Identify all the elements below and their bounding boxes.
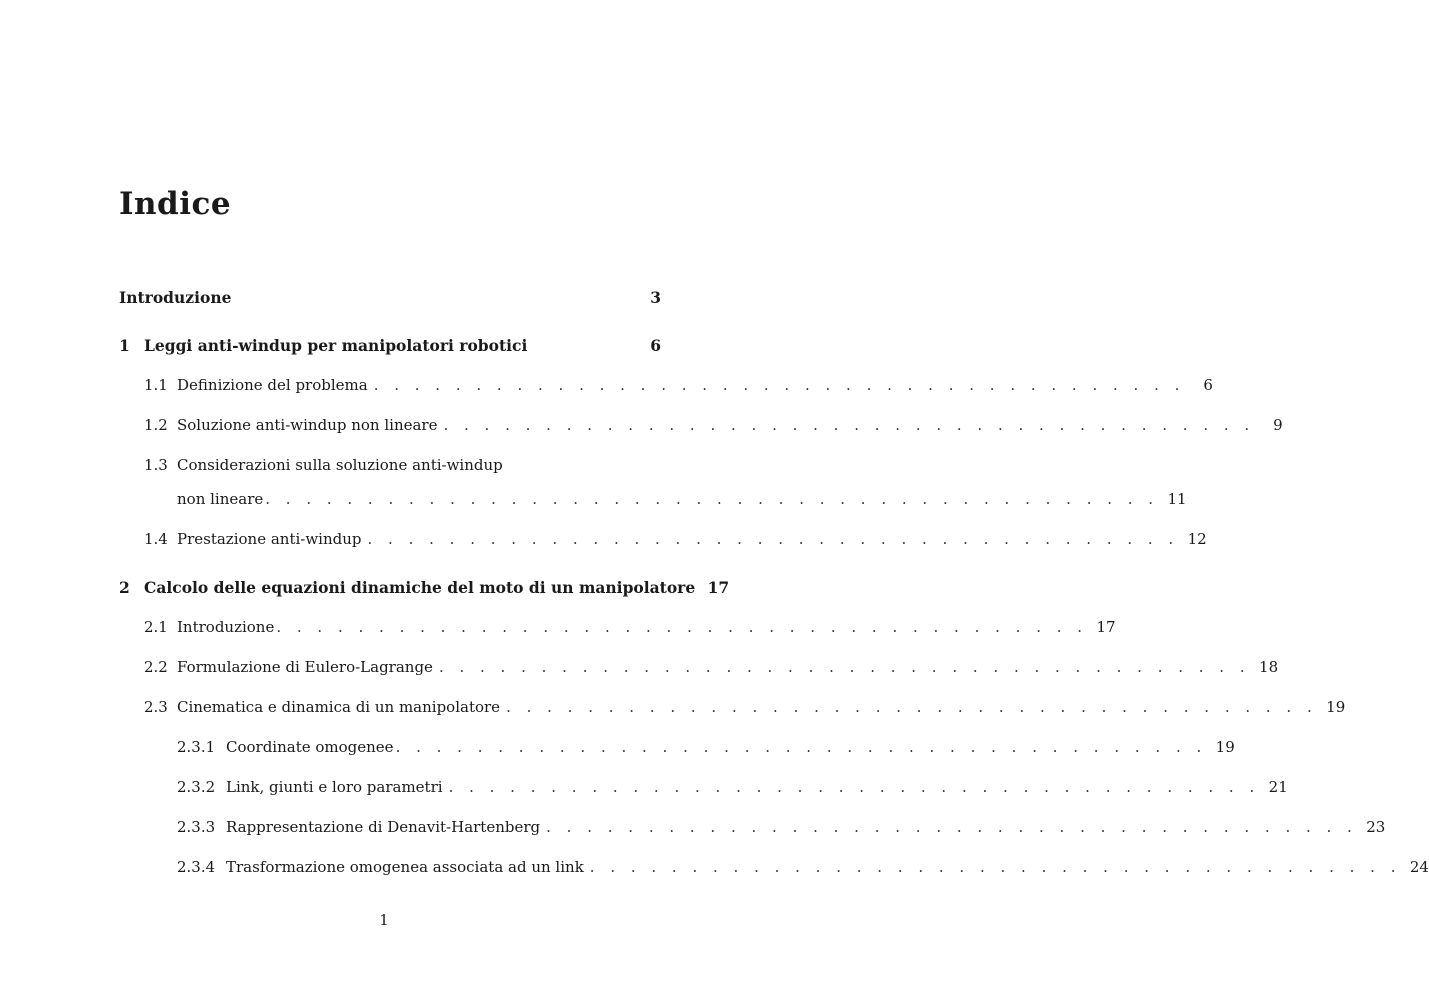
toc-entry-introduzione[interactable] bbox=[119, 288, 661, 312]
toc-number: 1 bbox=[119, 336, 130, 355]
toc-label-continued: non lineare bbox=[177, 490, 264, 508]
toc-entry-subsection-2-3-2[interactable] bbox=[177, 778, 1288, 802]
toc-number: 2.1 bbox=[144, 618, 168, 636]
toc-page-number: 11 bbox=[1167, 490, 1187, 508]
toc-entry-subsection-2-3-3[interactable] bbox=[177, 818, 1386, 842]
toc-leader-dots: . . . . . . . . . . . . . . . . . . . . . . . . . . . . . . . . . . . . . . . . bbox=[448, 778, 1260, 796]
toc-page-number: 21 bbox=[1268, 778, 1288, 796]
toc-entry-section-2-3[interactable] bbox=[144, 698, 1346, 722]
toc-number: 2.3.4 bbox=[177, 858, 216, 876]
toc-entry-section-1-4[interactable] bbox=[144, 530, 1207, 554]
toc-entry-subsection-2-3-1[interactable] bbox=[177, 738, 1235, 762]
toc-number: 2.3.2 bbox=[177, 778, 216, 796]
page-title: Indice bbox=[119, 186, 232, 222]
toc-number: 2.3 bbox=[144, 698, 168, 716]
toc-page-number: 18 bbox=[1259, 658, 1279, 676]
toc-number: 2.3.3 bbox=[177, 818, 216, 836]
toc-label: Soluzione anti-windup non lineare bbox=[177, 416, 438, 434]
toc-entry-chapter-1[interactable] bbox=[119, 336, 661, 360]
toc-page-number: 19 bbox=[1326, 698, 1346, 716]
toc-label: Calcolo delle equazioni dinamiche del moto di un manipolatore bbox=[144, 578, 696, 597]
toc-page-number: 24 bbox=[1409, 858, 1429, 876]
toc-label: Definizione del problema bbox=[177, 376, 368, 394]
toc-number: 1.4 bbox=[144, 530, 168, 548]
toc-page-number: 3 bbox=[650, 288, 661, 307]
toc-label: Rappresentazione di Denavit-Hartenberg bbox=[226, 818, 541, 836]
toc-entry-section-1-3-continued[interactable] bbox=[177, 490, 1187, 514]
toc-leader-dots: . . . . . . . . . . . . . . . . . . . . . . . . . . . . . . . . . . . . . . . . bbox=[546, 818, 1358, 836]
toc-number: 2 bbox=[119, 578, 130, 597]
toc-number: 1.1 bbox=[144, 376, 168, 394]
toc-entry-chapter-2[interactable] bbox=[119, 578, 730, 602]
toc-label: Leggi anti-windup per manipolatori robotici bbox=[144, 336, 528, 355]
toc-entry-section-1-2[interactable] bbox=[144, 416, 1283, 440]
toc-label: Considerazioni sulla soluzione anti-windup bbox=[177, 456, 503, 474]
toc-leader-dots: . . . . . . . . . . . . . . . . . . . . . . . . . . . . . . . . . . . . . . . . bbox=[506, 698, 1318, 716]
toc-leader-dots: . . . . . . . . . . . . . . . . . . . . . . . . . . . . . . . . . . . . . . . . bbox=[443, 416, 1255, 434]
toc-page-number: 6 bbox=[650, 336, 661, 355]
page-number-footer: 1 bbox=[379, 911, 389, 929]
toc-number: 1.3 bbox=[144, 456, 168, 474]
toc-label: Formulazione di Eulero-Lagrange bbox=[177, 658, 433, 676]
toc-number: 2.3.1 bbox=[177, 738, 216, 756]
toc-label: Link, giunti e loro parametri bbox=[226, 778, 443, 796]
toc-entry-section-1-1[interactable] bbox=[144, 376, 1213, 400]
toc-leader-dots: . . . . . . . . . . . . . . . . . . . . . . . . . . . . . . . . . . . . . . . . bbox=[395, 738, 1207, 756]
toc-leader-dots: . . . . . . . . . . . . . . . . . . . . . . . . . . . . . . . . . . . . . . . . bbox=[438, 658, 1251, 676]
toc-page-number: 6 bbox=[1203, 376, 1213, 394]
toc-label: Trasformazione omogenea associata ad un link bbox=[226, 858, 584, 876]
toc-page-number: 17 bbox=[707, 578, 730, 597]
toc-entry-subsection-2-3-4[interactable] bbox=[177, 858, 1429, 882]
toc-leader-dots: . . . . . . . . . . . . . . . . . . . . . . . . . . . . . . . . . . . . . . . . . . . . bbox=[265, 490, 1159, 508]
toc-entry-section-2-1[interactable] bbox=[144, 618, 1116, 642]
toc-label: Introduzione bbox=[177, 618, 275, 636]
toc-leader-dots: . . . . . . . . . . . . . . . . . . . . . . . . . . . . . . . . . . . . . . . . bbox=[589, 858, 1401, 876]
toc-page-number: 23 bbox=[1366, 818, 1386, 836]
toc-label: Introduzione bbox=[119, 288, 232, 307]
toc-leader-dots: . . . . . . . . . . . . . . . . . . . . . . . . . . . . . . . . . . . . . . . . bbox=[367, 530, 1179, 548]
toc-number: 1.2 bbox=[144, 416, 168, 434]
toc-number: 2.2 bbox=[144, 658, 168, 676]
toc-page-number: 12 bbox=[1187, 530, 1207, 548]
toc-page-number: 19 bbox=[1215, 738, 1235, 756]
toc-entry-section-1-3[interactable] bbox=[144, 456, 661, 480]
toc-label: Coordinate omogenee bbox=[226, 738, 394, 756]
toc-leader-dots: . . . . . . . . . . . . . . . . . . . . . . . . . . . . . . . . . . . . . . . . bbox=[373, 376, 1185, 394]
toc-page-number: 9 bbox=[1273, 416, 1283, 434]
toc-label: Cinematica e dinamica di un manipolatore bbox=[177, 698, 501, 716]
toc-entry-section-2-2[interactable] bbox=[144, 658, 1279, 682]
toc-leader-dots: . . . . . . . . . . . . . . . . . . . . . . . . . . . . . . . . . . . . . . . . bbox=[276, 618, 1088, 636]
toc-page-number: 17 bbox=[1096, 618, 1116, 636]
toc-label: Prestazione anti-windup bbox=[177, 530, 362, 548]
